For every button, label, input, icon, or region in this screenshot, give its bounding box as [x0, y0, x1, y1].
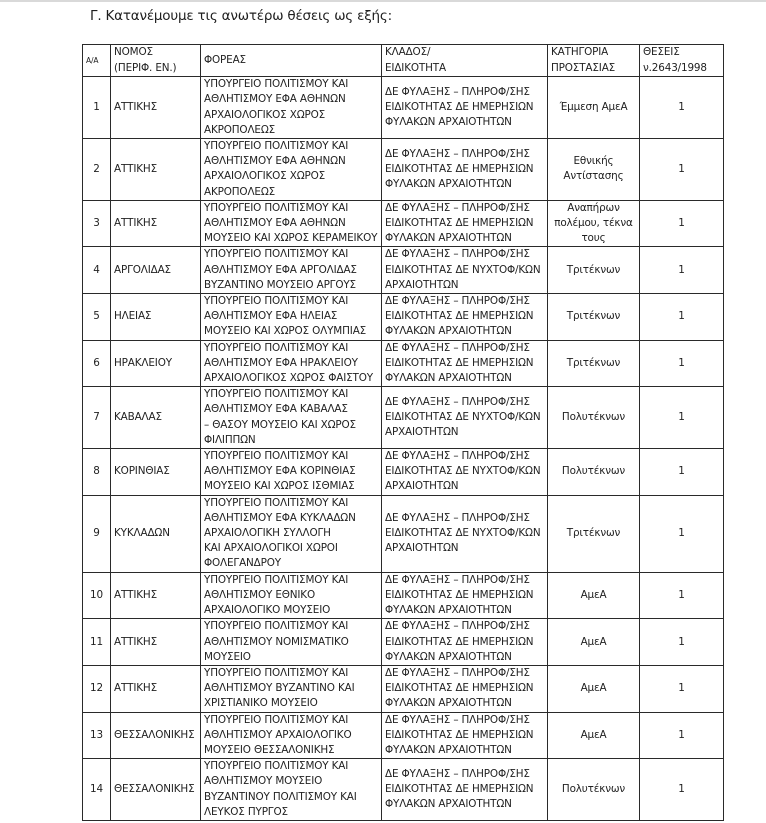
- cell-aa: 5: [83, 294, 111, 341]
- header-nomos-line1: ΝΟΜΟΣ: [114, 46, 153, 59]
- cell-foreas: [201, 619, 382, 666]
- header-kathgoria-line1: ΚΑΤΗΓΟΡΙΑ: [551, 46, 609, 59]
- cell-klados-line: ΦΥΛΑΚΩΝ ΑΡΧΑΙΟΤΗΤΩΝ: [385, 116, 512, 129]
- header-theseis: [640, 45, 724, 77]
- cell-kathgoria-line: Τριτέκνων: [566, 356, 621, 369]
- cell-foreas: [201, 247, 382, 294]
- cell-nomos: ΑΤΤΙΚΗΣ: [111, 619, 201, 666]
- cell-aa: 13: [83, 712, 111, 759]
- cell-kathgoria: [548, 712, 640, 759]
- cell-nomos: ΑΤΤΙΚΗΣ: [111, 200, 201, 247]
- cell-kathgoria-line: Εθνικής: [573, 155, 614, 168]
- cell-foreas-line: ΚΑΙ ΑΡΧΑΙΟΛΟΓΙΚΟΙ ΧΩΡΟΙ: [204, 542, 338, 555]
- cell-kathgoria-line: Τριτέκνων: [566, 527, 621, 540]
- cell-foreas-line: ΑΡΧΑΙΟΛΟΓΙΚΟ ΜΟΥΣΕΙΟ: [204, 604, 331, 617]
- cell-klados: [382, 294, 548, 341]
- cell-klados-line: ΕΙΔΙΚΟΤΗΤΑΣ ΔΕ ΝΥΧΤΟΦ/ΚΩΝ: [385, 263, 541, 276]
- cell-kathgoria: [548, 449, 640, 496]
- cell-foreas-line: ΧΡΙΣΤΙΑΝΙΚΟ ΜΟΥΣΕΙΟ: [204, 697, 318, 710]
- cell-theseis: 1: [640, 665, 724, 712]
- cell-klados-line: ΕΙΔΙΚΟΤΗΤΑΣ ΔΕ ΗΜΕΡΗΣΙΩΝ: [385, 782, 534, 795]
- cell-foreas: [201, 495, 382, 572]
- cell-theseis: 1: [640, 77, 724, 139]
- cell-kathgoria: [548, 619, 640, 666]
- table-row: [83, 77, 724, 139]
- cell-klados: [382, 247, 548, 294]
- cell-klados-line: ΕΙΔΙΚΟΤΗΤΑΣ ΔΕ ΗΜΕΡΗΣΙΩΝ: [385, 162, 534, 175]
- cell-klados: [382, 340, 548, 387]
- cell-kathgoria: [548, 340, 640, 387]
- cell-klados: [382, 572, 548, 619]
- cell-klados-line: ΕΙΔΙΚΟΤΗΤΑΣ ΔΕ ΗΜΕΡΗΣΙΩΝ: [385, 310, 534, 323]
- cell-foreas-line: ΥΠΟΥΡΓΕΙΟ ΠΟΛΙΤΙΣΜΟΥ ΚΑΙ: [204, 760, 349, 773]
- cell-kathgoria-line: ΑμεΑ: [580, 682, 607, 695]
- header-theseis-line2: ν.2643/1998: [643, 61, 707, 74]
- cell-klados: [382, 200, 548, 247]
- cell-klados-line: ΦΥΛΑΚΩΝ ΑΡΧΑΙΟΤΗΤΩΝ: [385, 798, 512, 811]
- cell-aa: 3: [83, 200, 111, 247]
- cell-foreas-line: ΥΠΟΥΡΓΕΙΟ ΠΟΛΙΤΙΣΜΟΥ ΚΑΙ: [204, 496, 349, 509]
- cell-klados-line: ΕΙΔΙΚΟΤΗΤΑΣ ΔΕ ΗΜΕΡΗΣΙΩΝ: [385, 588, 534, 601]
- cell-kathgoria: [548, 665, 640, 712]
- cell-klados-line: ΕΙΔΙΚΟΤΗΤΑΣ ΔΕ ΝΥΧΤΟΦ/ΚΩΝ: [385, 411, 541, 424]
- positions-allocation-table: [82, 44, 724, 821]
- cell-foreas-line: ΜΟΥΣΕΙΟ: [204, 650, 251, 663]
- cell-klados-line: ΕΙΔΙΚΟΤΗΤΑΣ ΔΕ ΗΜΕΡΗΣΙΩΝ: [385, 100, 534, 113]
- cell-kathgoria-line: Πολυτέκνων: [561, 782, 626, 795]
- cell-foreas: [201, 759, 382, 821]
- cell-klados-line: ΕΙΔΙΚΟΤΗΤΑΣ ΔΕ ΗΜΕΡΗΣΙΩΝ: [385, 728, 534, 741]
- cell-klados-line: ΔΕ ΦΥΛΑΞΗΣ – ΠΛΗΡΟΦ/ΣΗΣ: [385, 767, 530, 780]
- table-row: [83, 712, 724, 759]
- cell-klados-line: ΔΕ ΦΥΛΑΞΗΣ – ΠΛΗΡΟΦ/ΣΗΣ: [385, 713, 530, 726]
- table-row: [83, 572, 724, 619]
- cell-foreas: [201, 139, 382, 201]
- cell-klados-line: ΦΥΛΑΚΩΝ ΑΡΧΑΙΟΤΗΤΩΝ: [385, 650, 512, 663]
- cell-kathgoria-line: Αναπήρων: [567, 201, 620, 214]
- cell-theseis: 1: [640, 139, 724, 201]
- cell-klados-line: ΦΥΛΑΚΩΝ ΑΡΧΑΙΟΤΗΤΩΝ: [385, 232, 512, 245]
- cell-kathgoria: [548, 77, 640, 139]
- cell-foreas: [201, 665, 382, 712]
- table-row: [83, 619, 724, 666]
- table-row: [83, 340, 724, 387]
- cell-nomos: ΑΤΤΙΚΗΣ: [111, 665, 201, 712]
- cell-klados-line: ΔΕ ΦΥΛΑΞΗΣ – ΠΛΗΡΟΦ/ΣΗΣ: [385, 573, 530, 586]
- cell-foreas-line: ΦΟΛΕΓΑΝΔΡΟΥ: [204, 557, 281, 570]
- header-foreas: ΦΟΡΕΑΣ: [201, 45, 382, 77]
- cell-aa: 4: [83, 247, 111, 294]
- cell-klados-line: ΔΕ ΦΥΛΑΞΗΣ – ΠΛΗΡΟΦ/ΣΗΣ: [385, 511, 530, 524]
- cell-foreas-line: ΑΘΛΗΤΙΣΜΟΥ ΕΦΑ ΗΡΑΚΛΕΙΟΥ: [204, 356, 358, 369]
- table-row: [83, 247, 724, 294]
- cell-kathgoria: [548, 294, 640, 341]
- cell-kathgoria-line: τους: [581, 232, 606, 245]
- cell-kathgoria: [548, 247, 640, 294]
- intro-paragraph: Γ. Κατανέμουμε τις ανωτέρω θέσεις ως εξής:: [90, 8, 392, 24]
- cell-foreas-line: ΑΡΧΑΙΟΛΟΓΙΚΟΣ ΧΩΡΟΣ: [204, 170, 326, 183]
- cell-kathgoria-line: ΑμεΑ: [580, 728, 607, 741]
- cell-klados-line: ΔΕ ΦΥΛΑΞΗΣ – ΠΛΗΡΟΦ/ΣΗΣ: [385, 666, 530, 679]
- cell-foreas-line: ΑΘΛΗΤΙΣΜΟΥ ΕΦΑ ΑΘΗΝΩΝ: [204, 155, 346, 168]
- cell-foreas-line: ΜΟΥΣΕΙΟ ΚΑΙ ΧΩΡΟΣ ΚΕΡΑΜΕΙΚΟΥ: [204, 232, 378, 245]
- cell-klados: [382, 449, 548, 496]
- cell-klados-line: ΕΙΔΙΚΟΤΗΤΑΣ ΔΕ ΝΥΧΤΟΦ/ΚΩΝ: [385, 527, 541, 540]
- cell-foreas-line: ΜΟΥΣΕΙΟ ΚΑΙ ΧΩΡΟΣ ΙΣΘΜΙΑΣ: [204, 480, 355, 493]
- cell-nomos: ΘΕΣΣΑΛΟΝΙΚΗΣ: [111, 712, 201, 759]
- header-kathgoria: [548, 45, 640, 77]
- table-row: [83, 495, 724, 572]
- cell-klados-line: ΕΙΔΙΚΟΤΗΤΑΣ ΔΕ ΗΜΕΡΗΣΙΩΝ: [385, 682, 534, 695]
- cell-kathgoria-line: Τριτέκνων: [566, 263, 621, 276]
- cell-klados: [382, 77, 548, 139]
- cell-kathgoria: [548, 495, 640, 572]
- cell-klados-line: ΦΥΛΑΚΩΝ ΑΡΧΑΙΟΤΗΤΩΝ: [385, 697, 512, 710]
- cell-kathgoria: [548, 200, 640, 247]
- cell-kathgoria: [548, 759, 640, 821]
- cell-theseis: 1: [640, 619, 724, 666]
- cell-klados-line: ΦΥΛΑΚΩΝ ΑΡΧΑΙΟΤΗΤΩΝ: [385, 372, 512, 385]
- cell-foreas: [201, 712, 382, 759]
- cell-foreas-line: ΑΡΧΑΙΟΛΟΓΙΚΗ ΣΥΛΛΟΓΗ: [204, 527, 331, 540]
- cell-klados: [382, 495, 548, 572]
- cell-foreas: [201, 200, 382, 247]
- cell-foreas: [201, 449, 382, 496]
- cell-klados: [382, 619, 548, 666]
- table-header-row: [83, 45, 724, 77]
- cell-klados-line: ΑΡΧΑΙΟΤΗΤΩΝ: [385, 278, 459, 291]
- cell-nomos: ΑΡΓΟΛΙΔΑΣ: [111, 247, 201, 294]
- cell-klados-line: ΔΕ ΦΥΛΑΞΗΣ – ΠΛΗΡΟΦ/ΣΗΣ: [385, 450, 530, 463]
- cell-foreas-line: ΑΘΛΗΤΙΣΜΟΥ ΕΦΑ ΚΑΒΑΛΑΣ: [204, 403, 348, 416]
- cell-klados-line: ΑΡΧΑΙΟΤΗΤΩΝ: [385, 542, 459, 555]
- cell-aa: 10: [83, 572, 111, 619]
- cell-theseis: 1: [640, 387, 724, 449]
- cell-theseis: 1: [640, 247, 724, 294]
- cell-nomos: ΗΛΕΙΑΣ: [111, 294, 201, 341]
- cell-kathgoria-line: Έμμεση ΑμεΑ: [559, 100, 628, 113]
- cell-klados: [382, 712, 548, 759]
- cell-aa: 9: [83, 495, 111, 572]
- cell-foreas-line: ΑΘΛΗΤΙΣΜΟΥ ΜΟΥΣΕΙΟ: [204, 775, 323, 788]
- cell-foreas-line: ΑΚΡΟΠΟΛΕΩΣ: [204, 185, 276, 198]
- cell-foreas-line: – ΘΑΣΟΥ ΜΟΥΣΕΙΟ ΚΑΙ ΧΩΡΟΣ: [204, 418, 356, 431]
- cell-klados-line: ΔΕ ΦΥΛΑΞΗΣ – ΠΛΗΡΟΦ/ΣΗΣ: [385, 248, 530, 261]
- cell-theseis: 1: [640, 200, 724, 247]
- cell-foreas-line: ΜΟΥΣΕΙΟ ΘΕΣΣΑΛΟΝΙΚΗΣ: [204, 743, 335, 756]
- cell-klados: [382, 665, 548, 712]
- cell-foreas-line: ΥΠΟΥΡΓΕΙΟ ΠΟΛΙΤΙΣΜΟΥ ΚΑΙ: [204, 78, 349, 91]
- cell-foreas-line: ΑΘΛΗΤΙΣΜΟΥ ΑΡΧΑΙΟΛΟΓΙΚΟ: [204, 728, 352, 741]
- cell-foreas-line: ΒΥΖΑΝΤΙΝΟ ΜΟΥΣΕΙΟ ΑΡΓΟΥΣ: [204, 278, 356, 291]
- cell-klados-line: ΔΕ ΦΥΛΑΞΗΣ – ΠΛΗΡΟΦ/ΣΗΣ: [385, 147, 530, 160]
- cell-theseis: 1: [640, 712, 724, 759]
- cell-theseis: 1: [640, 759, 724, 821]
- cell-aa: 2: [83, 139, 111, 201]
- cell-klados-line: ΔΕ ΦΥΛΑΞΗΣ – ΠΛΗΡΟΦ/ΣΗΣ: [385, 85, 530, 98]
- cell-foreas: [201, 340, 382, 387]
- header-nomos: [111, 45, 201, 77]
- cell-foreas-line: ΥΠΟΥΡΓΕΙΟ ΠΟΛΙΤΙΣΜΟΥ ΚΑΙ: [204, 573, 349, 586]
- cell-klados-line: ΦΥΛΑΚΩΝ ΑΡΧΑΙΟΤΗΤΩΝ: [385, 743, 512, 756]
- cell-kathgoria: [548, 387, 640, 449]
- cell-foreas-line: ΑΘΛΗΤΙΣΜΟΥ ΕΦΑ ΑΘΗΝΩΝ: [204, 93, 346, 106]
- cell-foreas-line: ΑΘΛΗΤΙΣΜΟΥ ΕΘΝΙΚΟ: [204, 588, 316, 601]
- cell-nomos: ΗΡΑΚΛΕΙΟΥ: [111, 340, 201, 387]
- cell-nomos: ΑΤΤΙΚΗΣ: [111, 77, 201, 139]
- cell-klados-line: ΔΕ ΦΥΛΑΞΗΣ – ΠΛΗΡΟΦ/ΣΗΣ: [385, 620, 530, 633]
- cell-nomos: ΚΥΚΛΑΔΩΝ: [111, 495, 201, 572]
- cell-klados: [382, 759, 548, 821]
- cell-foreas-line: ΥΠΟΥΡΓΕΙΟ ΠΟΛΙΤΙΣΜΟΥ ΚΑΙ: [204, 713, 349, 726]
- cell-klados-line: ΦΥΛΑΚΩΝ ΑΡΧΑΙΟΤΗΤΩΝ: [385, 604, 512, 617]
- header-nomos-line2: (ΠΕΡΙΦ. ΕΝ.): [114, 61, 177, 74]
- cell-klados: [382, 387, 548, 449]
- cell-foreas: [201, 387, 382, 449]
- header-theseis-line1: ΘΕΣΕΙΣ: [643, 46, 680, 59]
- cell-klados-line: ΦΥΛΑΚΩΝ ΑΡΧΑΙΟΤΗΤΩΝ: [385, 178, 512, 190]
- cell-aa: 6: [83, 340, 111, 387]
- cell-foreas-line: ΑΘΛΗΤΙΣΜΟΥ ΝΟΜΙΣΜΑΤΙΚΟ: [204, 635, 349, 648]
- cell-nomos: ΚΑΒΑΛΑΣ: [111, 387, 201, 449]
- cell-klados-line: ΦΥΛΑΚΩΝ ΑΡΧΑΙΟΤΗΤΩΝ: [385, 325, 512, 338]
- cell-nomos: ΘΕΣΣΑΛΟΝΙΚΗΣ: [111, 759, 201, 821]
- cell-foreas-line: ΦΙΛΙΠΠΩΝ: [204, 433, 256, 446]
- cell-aa: 14: [83, 759, 111, 821]
- cell-klados-line: ΕΙΔΙΚΟΤΗΤΑΣ ΔΕ ΗΜΕΡΗΣΙΩΝ: [385, 356, 534, 369]
- cell-foreas: [201, 572, 382, 619]
- page-top-edge: [0, 0, 766, 2]
- cell-kathgoria: [548, 572, 640, 619]
- cell-foreas-line: ΥΠΟΥΡΓΕΙΟ ΠΟΛΙΤΙΣΜΟΥ ΚΑΙ: [204, 341, 349, 354]
- cell-foreas-line: ΑΘΛΗΤΙΣΜΟΥ ΕΦΑ ΑΘΗΝΩΝ: [204, 217, 346, 230]
- cell-aa: 12: [83, 665, 111, 712]
- cell-foreas-line: ΛΕΥΚΟΣ ΠΥΡΓΟΣ: [204, 805, 288, 818]
- cell-foreas-line: ΥΠΟΥΡΓΕΙΟ ΠΟΛΙΤΙΣΜΟΥ ΚΑΙ: [204, 388, 349, 401]
- cell-nomos: ΑΤΤΙΚΗΣ: [111, 572, 201, 619]
- cell-klados-line: ΕΙΔΙΚΟΤΗΤΑΣ ΔΕ ΝΥΧΤΟΦ/ΚΩΝ: [385, 465, 541, 478]
- cell-kathgoria: [548, 139, 640, 201]
- cell-foreas-line: ΥΠΟΥΡΓΕΙΟ ΠΟΛΙΤΙΣΜΟΥ ΚΑΙ: [204, 666, 349, 679]
- cell-theseis: 1: [640, 572, 724, 619]
- cell-foreas-line: ΑΚΡΟΠΟΛΕΩΣ: [204, 123, 276, 136]
- table-row: [83, 294, 724, 341]
- header-aa: Α/Α: [83, 45, 111, 77]
- cell-foreas-line: ΥΠΟΥΡΓΕΙΟ ΠΟΛΙΤΙΣΜΟΥ ΚΑΙ: [204, 620, 349, 633]
- cell-klados-line: ΔΕ ΦΥΛΑΞΗΣ – ΠΛΗΡΟΦ/ΣΗΣ: [385, 295, 530, 308]
- cell-kathgoria-line: ΑμεΑ: [580, 635, 607, 648]
- header-klados: [382, 45, 548, 77]
- cell-foreas-line: ΒΥΖΑΝΤΙΝΟΥ ΠΟΛΙΤΙΣΜΟΥ ΚΑΙ: [204, 790, 357, 803]
- cell-foreas-line: ΑΘΛΗΤΙΣΜΟΥ ΒΥΖΑΝΤΙΝΟ ΚΑΙ: [204, 682, 355, 695]
- table-row: [83, 387, 724, 449]
- table-row: [83, 449, 724, 496]
- header-klados-line1: ΚΛΑΔΟΣ/: [385, 46, 431, 59]
- cell-klados-line: ΑΡΧΑΙΟΤΗΤΩΝ: [385, 426, 459, 439]
- cell-theseis: 1: [640, 449, 724, 496]
- cell-foreas-line: ΥΠΟΥΡΓΕΙΟ ΠΟΛΙΤΙΣΜΟΥ ΚΑΙ: [204, 248, 349, 261]
- table-row: [83, 665, 724, 712]
- cell-foreas-line: ΑΘΛΗΤΙΣΜΟΥ ΕΦΑ ΗΛΕΙΑΣ: [204, 310, 338, 323]
- cell-foreas-line: ΑΡΧΑΙΟΛΟΓΙΚΟΣ ΧΩΡΟΣ: [204, 108, 326, 121]
- cell-klados-line: ΔΕ ΦΥΛΑΞΗΣ – ΠΛΗΡΟΦ/ΣΗΣ: [385, 395, 530, 408]
- cell-klados: [382, 139, 548, 201]
- table-row: [83, 139, 724, 201]
- header-kathgoria-line2: ΠΡΟΣΤΑΣΙΑΣ: [551, 61, 616, 74]
- cell-foreas-line: ΥΠΟΥΡΓΕΙΟ ΠΟΛΙΤΙΣΜΟΥ ΚΑΙ: [204, 295, 349, 308]
- cell-foreas-line: ΜΟΥΣΕΙΟ ΚΑΙ ΧΩΡΟΣ ΟΛΥΜΠΙΑΣ: [204, 325, 367, 338]
- cell-aa: 8: [83, 449, 111, 496]
- cell-nomos: ΑΤΤΙΚΗΣ: [111, 139, 201, 201]
- cell-klados-line: ΔΕ ΦΥΛΑΞΗΣ – ΠΛΗΡΟΦ/ΣΗΣ: [385, 201, 530, 214]
- cell-foreas: [201, 294, 382, 341]
- cell-theseis: 1: [640, 340, 724, 387]
- cell-foreas: [201, 77, 382, 139]
- cell-kathgoria-line: Τριτέκνων: [566, 310, 621, 323]
- cell-foreas-line: ΑΘΛΗΤΙΣΜΟΥ ΕΦΑ ΚΥΚΛΑΔΩΝ: [204, 511, 356, 524]
- cell-kathgoria-line: ΑμεΑ: [580, 588, 607, 601]
- cell-klados-line: ΔΕ ΦΥΛΑΞΗΣ – ΠΛΗΡΟΦ/ΣΗΣ: [385, 341, 530, 354]
- cell-theseis: 1: [640, 495, 724, 572]
- cell-klados-line: ΕΙΔΙΚΟΤΗΤΑΣ ΔΕ ΗΜΕΡΗΣΙΩΝ: [385, 217, 534, 230]
- cell-klados-line: ΑΡΧΑΙΟΤΗΤΩΝ: [385, 480, 459, 493]
- cell-aa: 7: [83, 387, 111, 449]
- cell-foreas-line: ΥΠΟΥΡΓΕΙΟ ΠΟΛΙΤΙΣΜΟΥ ΚΑΙ: [204, 450, 349, 463]
- cell-kathgoria-line: Πολυτέκνων: [561, 411, 626, 424]
- cell-foreas-line: ΑΘΛΗΤΙΣΜΟΥ ΕΦΑ ΚΟΡΙΝΘΙΑΣ: [204, 465, 356, 478]
- cell-kathgoria-line: πολέμου, τέκνα: [554, 217, 633, 230]
- cell-theseis: 1: [640, 294, 724, 341]
- cell-foreas-line: ΥΠΟΥΡΓΕΙΟ ΠΟΛΙΤΙΣΜΟΥ ΚΑΙ: [204, 201, 349, 214]
- cell-aa: 11: [83, 619, 111, 666]
- cell-aa: 1: [83, 77, 111, 139]
- cell-kathgoria-line: Αντίστασης: [563, 170, 624, 183]
- table-body: [83, 77, 724, 821]
- cell-foreas-line: ΑΡΧΑΙΟΛΟΓΙΚΟΣ ΧΩΡΟΣ ΦΑΙΣΤΟΥ: [204, 372, 373, 385]
- cell-foreas-line: ΑΘΛΗΤΙΣΜΟΥ ΕΦΑ ΑΡΓΟΛΙΔΑΣ: [204, 263, 357, 276]
- cell-foreas-line: ΥΠΟΥΡΓΕΙΟ ΠΟΛΙΤΙΣΜΟΥ ΚΑΙ: [204, 140, 349, 152]
- table-row: [83, 200, 724, 247]
- cell-kathgoria-line: Πολυτέκνων: [561, 465, 626, 478]
- cell-nomos: ΚΟΡΙΝΘΙΑΣ: [111, 449, 201, 496]
- header-klados-line2: ΕΙΔΙΚΟΤΗΤΑ: [385, 61, 446, 74]
- table-row: [83, 759, 724, 821]
- cell-klados-line: ΕΙΔΙΚΟΤΗΤΑΣ ΔΕ ΗΜΕΡΗΣΙΩΝ: [385, 635, 534, 648]
